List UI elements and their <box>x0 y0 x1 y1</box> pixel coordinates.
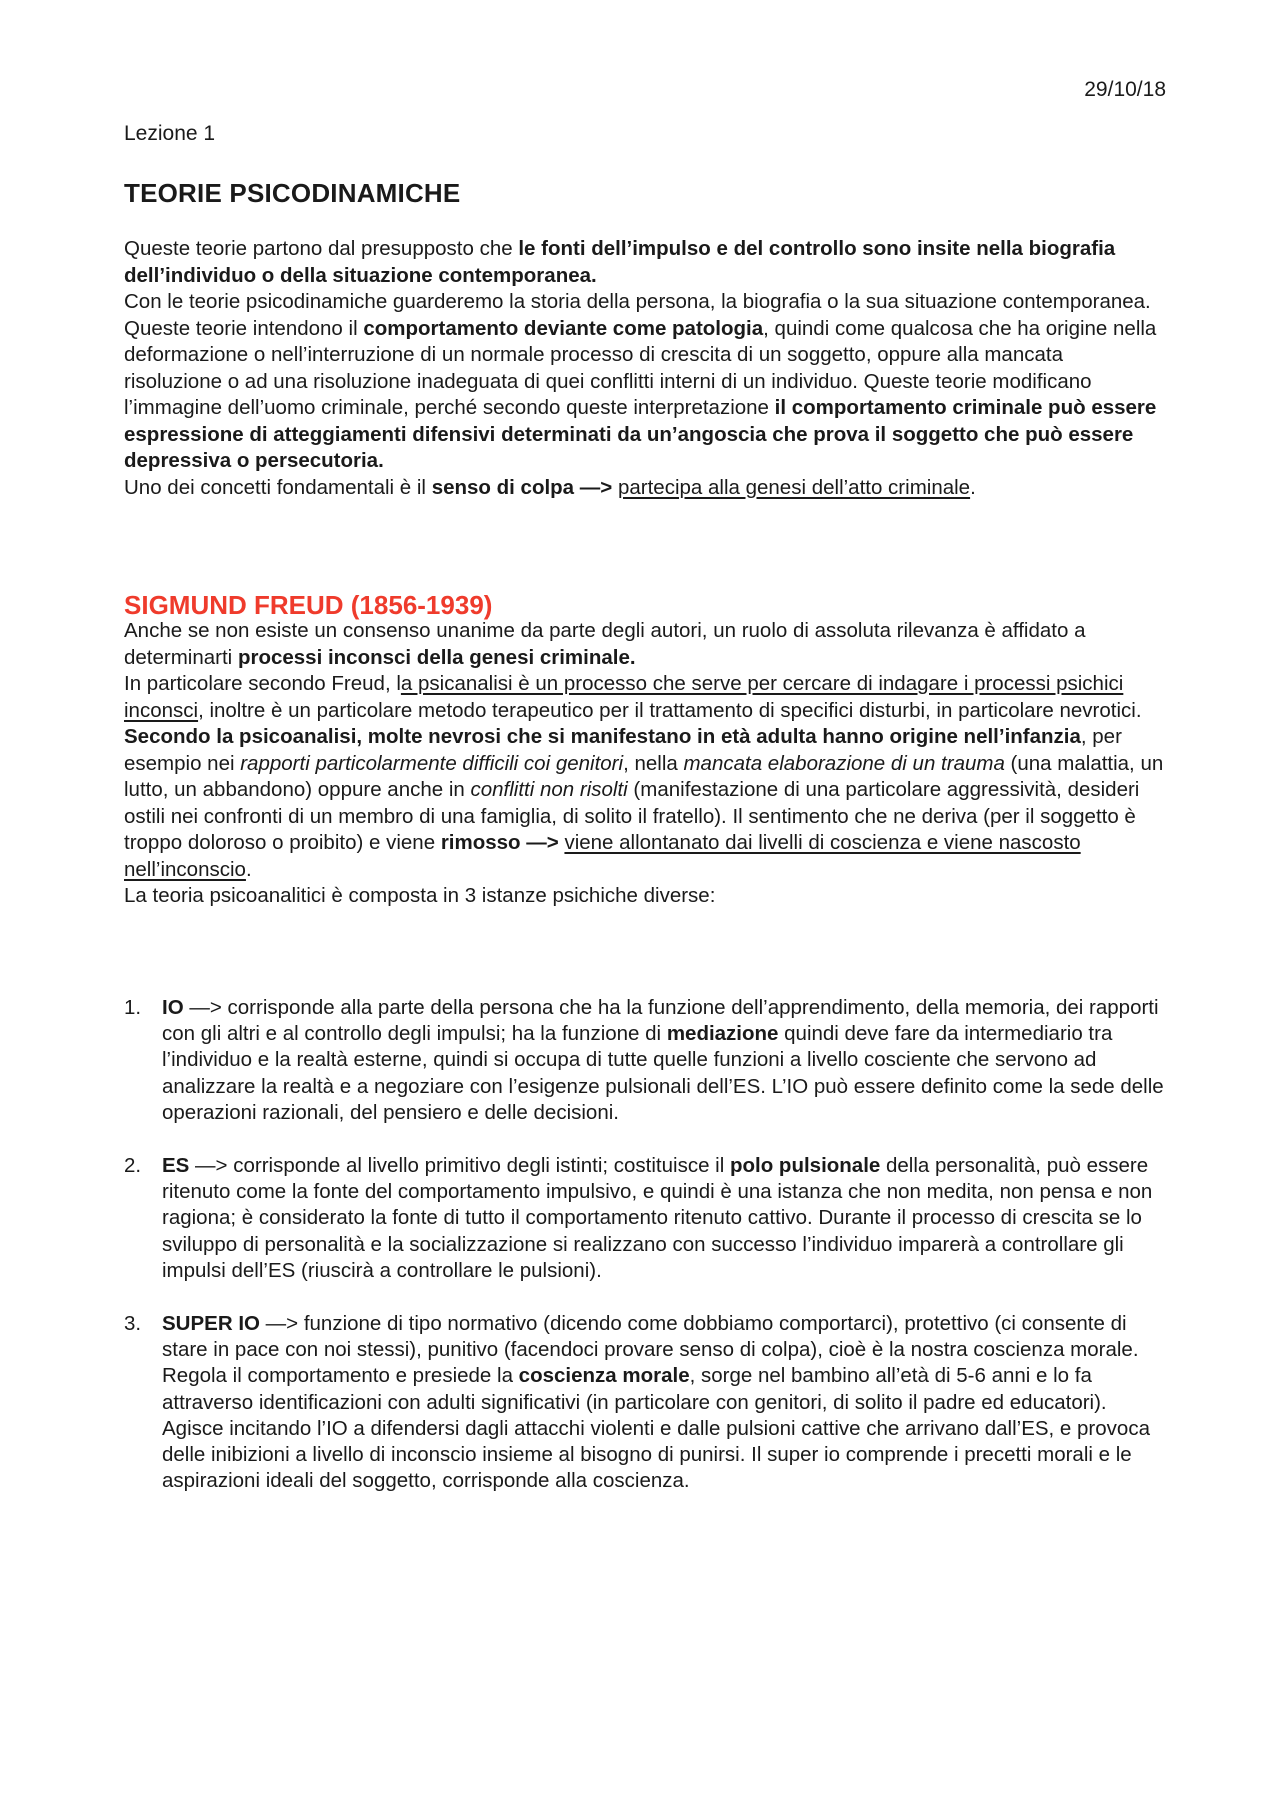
freud-paragraph-3: La teoria psicoanalitici è composta in 3 istanze psichiche diverse: <box>124 884 716 907</box>
intro-text: , quindi come qualcosa che ha origine nella deformazione o nell’interruzione di un normale processo di crescita di un soggetto, oppure alla mancata risoluzione o ad una risoluzione inadeguata di quei conflitti interni di un individuo. Queste teorie modificano l’immagine dell’uomo criminale, perché secondo queste interpretazione <box>124 316 1157 419</box>
freud-italic-text: mancata elaborazione di un trauma <box>683 751 1005 775</box>
freud-text: In particolare secondo Freud, l <box>124 672 401 695</box>
freud-text: , inoltre è un particolare metodo terapeutico per il trattamento di specifici disturbi, in particolare nevrotici. <box>198 698 1142 722</box>
freud-text: , per esempio nei <box>124 725 1122 775</box>
instance-name: SUPER IO <box>162 1312 260 1336</box>
list-number: 2. <box>124 1154 142 1178</box>
freud-italic-text: rapporti particolarmente difficili coi genitori <box>240 751 624 775</box>
freud-text: (manifestazione di una particolare aggressività, desideri ostili nei confronti di un membro di una famiglia, di solito il fratello). Il sentimento che ne deriva (per il soggetto è troppo doloroso o proibito) e viene <box>124 778 1140 854</box>
freud-text: , nella <box>623 751 684 775</box>
instance-text: —> corrisponde alla parte della persona che ha la funzione dell’apprendimento, della memoria, dei rapporti con gli altri e al controllo degli impulsi; ha la funzione di <box>162 996 1159 1046</box>
intro-text: Uno dei concetti fondamentali è il <box>124 475 432 499</box>
document-date: 29/10/18 <box>1084 78 1166 101</box>
instance-text: della personalità, può essere ritenuto come la fonte del comportamento impulsivo, e quindi è una istanza che non medita, non pensa e non ragiona; è considerato la fonte di tutto il comportamento ritenuto cattivo. Durante il processo di crescita se lo sviluppo di personalità e la socializzazione si realizzano con successo l’individuo imparerà a controllare gli impulsi dell’ES (riuscirà a controllare le pulsioni). <box>162 1154 1153 1282</box>
list-item <box>124 995 1164 1126</box>
freud-italic-text: conflitti non risolti <box>470 778 628 801</box>
instance-bold-text: mediazione <box>666 1022 779 1046</box>
intro-text: . <box>970 475 976 499</box>
list-number: 1. <box>124 996 142 1019</box>
intro-bold-text: le fonti dell’impulso e del controllo sono insite nella biografia dell’individuo o della situazione contemporanea. <box>124 237 1116 287</box>
freud-text: (una malattia, un lutto, un abbandono) oppure anche in <box>124 751 1164 801</box>
freud-paragraph-2 <box>124 724 1164 883</box>
psychic-instances-list <box>124 995 1164 1521</box>
instance-name: IO <box>162 996 184 1019</box>
arrow-text: —> <box>520 831 565 854</box>
section-title-freud: SIGMUND FREUD (1856-1939) <box>124 590 493 620</box>
instance-text: quindi deve fare da intermediario tra l’individuo e la realtà esterne, quindi si occupa di tutte quelle funzioni a livello cosciente che servono ad analizzare la realtà e a negoziare con l’esigenze pulsionali dell’ES. L’IO può essere definito come la sede delle operazioni razionali, del pensiero e delle decisioni. <box>162 1022 1164 1124</box>
freud-text: Anche se non esiste un consenso unanime da parte degli autori, un ruolo di assoluta rilevanza è affidato a determinarti <box>124 619 1086 669</box>
intro-paragraph <box>124 236 1164 501</box>
freud-bold-text: rimosso <box>440 831 521 854</box>
intro-text: Queste teorie partono dal presupposto che <box>124 237 519 260</box>
page-title: TEORIE PSICODINAMICHE <box>124 178 461 208</box>
freud-bold-text: Secondo la psicoanalisi, molte nevrosi che si manifestano in età adulta hanno origine nell’infanzia <box>124 725 1081 748</box>
freud-underlined-text: a psicanalisi è un processo che serve per cercare di indagare i processi psichici inconsci <box>124 672 1124 722</box>
intro-bold-text: senso di colpa <box>431 475 575 499</box>
freud-paragraph-1 <box>124 618 1164 724</box>
arrow-text: —> <box>574 475 618 499</box>
intro-bold-text: comportamento deviante come patologia <box>363 316 764 340</box>
freud-underlined-text: viene allontanato dai livelli di coscienza e viene nascosto nell’inconscio <box>124 831 1081 881</box>
instance-name: ES <box>162 1154 190 1178</box>
instance-bold-text: polo pulsionale <box>729 1154 881 1178</box>
list-item <box>124 1153 1164 1284</box>
freud-text: . <box>245 857 252 881</box>
lesson-label: Lezione 1 <box>124 122 216 145</box>
instance-text: —> corrisponde al livello primitivo degli istinti; costituisce il <box>189 1154 730 1178</box>
freud-section <box>124 618 1164 910</box>
intro-text: Con le teorie psicodinamiche guarderemo la storia della persona, la biografia o la sua situazione contemporanea. Queste teorie intendono il <box>124 290 1151 340</box>
freud-bold-text: processi inconsci della genesi criminale. <box>237 645 636 669</box>
list-number: 3. <box>124 1312 142 1336</box>
list-item <box>124 1311 1164 1494</box>
intro-bold-text: il comportamento criminale può essere espressione di atteggiamenti difensivi determinati da un’angoscia che prova il soggetto che può essere depressiva o persecutoria. <box>124 396 1157 472</box>
instance-text: —> funzione di tipo normativo (dicendo come dobbiamo comportarci), protettivo (ci consente di stare in pace con noi stessi), punitivo (facendoci provare senso di colpa), cioè è la nostra coscienza morale. Regola il comportamento e presiede la <box>162 1312 1139 1388</box>
instance-text: , sorge nel bambino all’età di 5-6 anni e lo fa attraverso identificazioni con adulti significativi (in particolare con genitori, di solito il padre ed educatori). Agisce incitando l’IO a difendersi dagli attacchi violenti e dalle pulsioni cattive che arrivano dall’ES, e provoca delle inibizioni a livello di inconscio insieme al bisogno di punirsi. Il super io comprende i precetti morali e le aspirazioni ideali del soggetto, corrisponde alla coscienza. <box>162 1364 1150 1493</box>
instance-bold-text: coscienza morale <box>518 1364 690 1388</box>
intro-underlined-text: partecipa alla genesi dell’atto criminale <box>617 475 971 499</box>
